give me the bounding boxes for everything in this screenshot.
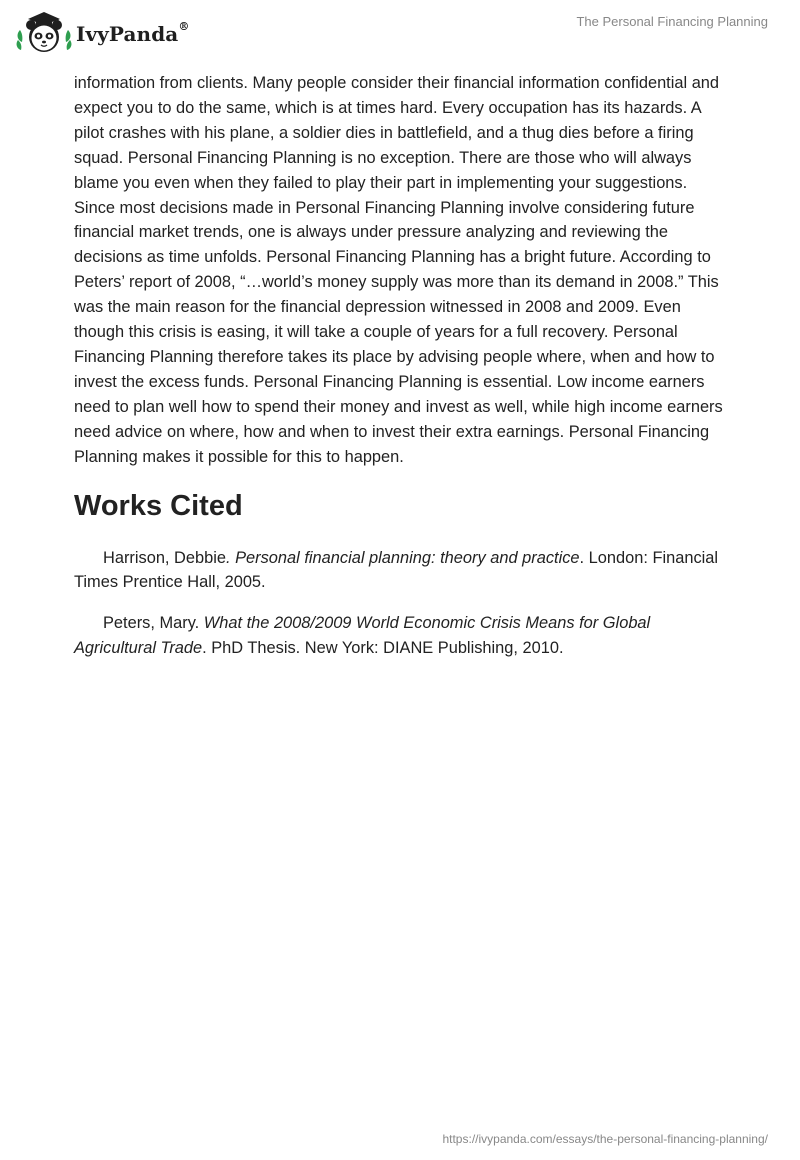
citation-title: What the 2008/2009 World Economic Crisis Means for Global Agricultural Trade xyxy=(74,614,651,658)
logo-wordmark: IvyPanda® xyxy=(76,20,190,46)
panda-logo-icon xyxy=(14,8,74,56)
essay-content xyxy=(74,71,724,677)
citation-entry-1 xyxy=(74,546,724,596)
citation-author: Harrison, Debbie xyxy=(103,548,226,567)
works-cited-heading: Works Cited xyxy=(74,489,243,522)
citation-author: Peters, Mary. xyxy=(103,614,204,633)
document-title: The Personal Financing Planning xyxy=(576,14,768,29)
citation-entry-2 xyxy=(74,611,724,661)
body-paragraph: information from clients. Many people consider their financial information confidential and expect you to do the same, which is at times hard. Every occupation has its hazards. A pilot crashes with his plane, a soldier dies in battlefield, and a thug dies before a firing squad. Personal Financing Planning is no exception. There are those who will always blame you even when they failed to play their part in implementing your suggestions. Since most decisions made in Personal Financing Planning involve considering future financial market trends, one is always under pressure analyzing and reviewing the decisions as time unfolds. Personal Financing Planning has a bright future. According to Peters’ report of 2008, “…world’s money supply was more than its demand in 2008.” This was the main reason for the financial depression witnessed in 2008 and 2009. Even though this crisis is easing, it will take a couple of years for a full recovery. Personal Financing Planning therefore takes its place by advising people where, when and how to invest the excess funds. Personal Financing Planning is essential. Low income earners need to plan well how to spend their money and invest as well, while high income earners need advice on where, how and when to invest their extra earnings. Personal Financing Planning makes it possible for this to happen. xyxy=(74,74,723,466)
ivypanda-logo[interactable] xyxy=(14,8,189,56)
citation-title: . Personal financial planning: theory and practice xyxy=(226,548,580,567)
citation-publisher: . London: Financial Times Prentice Hall, 2005. xyxy=(74,548,719,592)
page-header xyxy=(0,0,800,64)
footer-url-link[interactable]: https://ivypanda.com/essays/the-personal-financing-planning/ xyxy=(442,1132,768,1146)
citation-publisher: . PhD Thesis. New York: DIANE Publishing, 2010. xyxy=(202,639,564,658)
